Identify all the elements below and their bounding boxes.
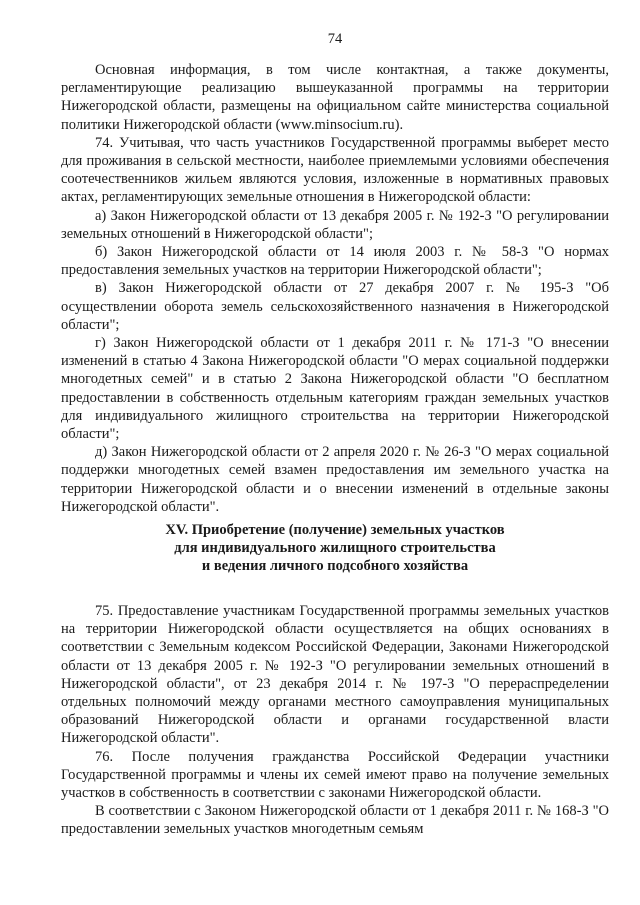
- list-item-g: г) Закон Нижегородской области от 1 декабря 2011 г. № 171-З "О внесении изменений в статью 4 Закона Нижегородской области "О мерах социальной поддержки многодетных семей" и в статью 2 Закона Нижегородской области "О бесплатном предоставлении в собственность отдельным категориям граждан земельных участков для индивидуального жилищного строительства на территории Нижегородской области";: [61, 335, 609, 443]
- page-number: 74: [327, 31, 343, 47]
- body-text-bottom: [61, 602, 609, 839]
- heading-line-1: XV. Приобретение (получение) земельных участков: [165, 522, 505, 538]
- paragraph-law-168: В соответствии с Законом Нижегородской области от 1 декабря 2011 г. № 168-З "О предоставлении земельных участков многодетным семьям: [61, 803, 609, 838]
- paragraph-74: 74. Учитывая, что часть участников Государственной программы выберет место для проживания в сельской местности, наиболее приемлемыми условиями обеспечения соотечественников жильем являются условия, изложенные в нормативных правовых актах, регламентирующих земельные отношения в Нижегородской области:: [61, 134, 609, 206]
- paragraph-info: Основная информация, в том числе контактная, а также документы, регламентирующие реализацию вышеуказанной программы на территории Нижегородской области, размещены на официальном сайте министерства социальной политики Нижегородской области (www.minsocium.ru).: [61, 62, 609, 133]
- body-text-top: [61, 61, 609, 516]
- list-item-a: а) Закон Нижегородской области от 13 декабря 2005 г. № 192-З "О регулировании земельных отношений в Нижегородской области";: [61, 207, 609, 242]
- list-item-b: б) Закон Нижегородской области от 14 июля 2003 г. № 58-З "О нормах предоставления земельных участков на территории Нижегородской области";: [61, 244, 609, 279]
- paragraph-75: 75. Предоставление участникам Государственной программы земельных участков на территории Нижегородской области осуществляется на общих основаниях в соответствии с Земельным кодексом Российской Федерации, Законами Нижегородской области от 13 декабря 2005 г. № 192-З "О регулировании земельных отношений в Нижегородской области", от 23 декабря 2014 г. № 197-З "О перераспределении отдельных полномочий между органами местного самоуправления муниципальных образований Нижегородской области и органами государственной власти Нижегородской области".: [61, 603, 609, 747]
- list-item-v: в) Закон Нижегородской области от 27 декабря 2007 г. № 195-З "Об осуществлении оборота земель сельскохозяйственного назначения в Нижегородской области";: [61, 280, 609, 333]
- heading-line-3: и ведения личного подсобного хозяйства: [201, 558, 469, 575]
- heading-line-2: для индивидуального жилищного строительства: [174, 540, 496, 557]
- list-item-d: д) Закон Нижегородской области от 2 апреля 2020 г. № 26-З "О мерах социальной поддержки многодетных семей взамен предоставления им земельного участка на территории Нижегородской области и о внесении изменений в отдельные законы Нижегородской области".: [61, 444, 609, 515]
- section-heading: [61, 521, 609, 576]
- paragraph-76: 76. После получения гражданства Российской Федерации участники Государственной программы и члены их семей имеют право на получение земельных участков в собственность в соответствии с законами Нижегородской области.: [61, 748, 609, 802]
